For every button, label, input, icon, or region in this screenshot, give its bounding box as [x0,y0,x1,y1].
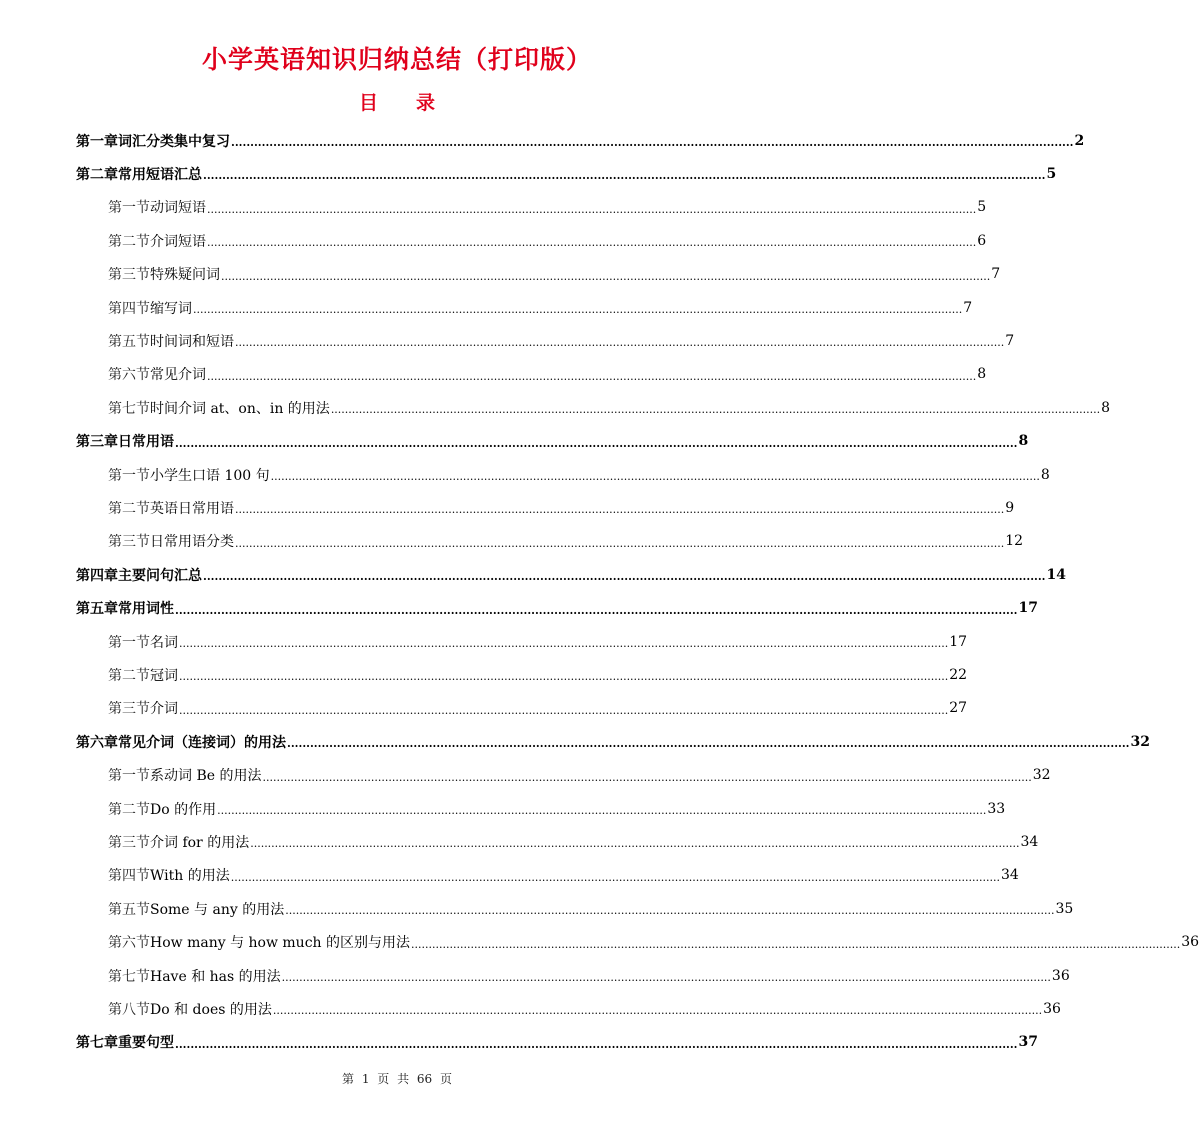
section-page-number: 8 [1040,466,1050,483]
section-page-number: 32 [1032,767,1051,784]
dot-leader: ............................................................................................................................................................................................................................ [175,436,1018,450]
section-label: 第六节 [108,367,150,384]
section-title: Some 与 any 的用法 [150,901,285,918]
dot-leader: ............................................................................................................................................................................................................................ [235,536,1005,550]
section-label: 第四节 [108,868,150,885]
section-label: 第一节 [108,200,150,217]
toc-section-row[interactable] [108,391,1110,424]
toc-section-row[interactable] [108,692,968,725]
section-label: 第六节 [108,935,150,952]
chapter-title: 重要句型 [118,1035,174,1052]
dot-leader: ............................................................................................................................................................................................................................ [179,703,949,717]
dot-leader: ............................................................................................................................................................................................................................ [250,837,1020,851]
section-label: 第八节 [108,1001,150,1018]
section-page-number: 36 [1051,967,1070,984]
section-title: 小学生口语 100 句 [150,467,270,484]
toc-section-row[interactable] [108,892,1074,925]
section-label: 第二节 [108,233,150,250]
chapter-label: 第三章 [76,434,118,451]
dot-leader: ............................................................................................................................................................................................................................ [175,603,1018,617]
dot-leader: ............................................................................................................................................................................................................................ [285,904,1055,918]
toc-section-row[interactable] [108,358,987,391]
section-title: 时间介词 at、on、in 的用法 [150,400,330,417]
section-title: 特殊疑问词 [150,267,220,284]
section-page-number: 35 [1055,900,1074,917]
section-label: 第七节 [108,968,150,985]
dot-leader: ............................................................................................................................................................................................................................ [411,937,1181,951]
dot-leader: ............................................................................................................................................................................................................................ [272,1004,1043,1018]
chapter-title: 词汇分类集中复习 [118,133,230,150]
section-title: With 的用法 [150,868,230,885]
chapter-title: 主要问句汇总 [118,567,202,584]
dot-leader: ............................................................................................................................................................................................................................ [235,503,1005,517]
section-label: 第三节 [108,267,150,284]
toc-chapter-row[interactable] [76,425,1029,458]
section-page-number: 12 [1005,533,1024,550]
toc-section-row[interactable] [108,258,1001,291]
toc-section-row[interactable] [108,859,1019,892]
page-footer: 第 1 页 共 66 页 [342,1072,452,1086]
dot-leader: ............................................................................................................................................................................................................................ [235,336,1005,350]
toc-section-row[interactable] [108,525,1024,558]
section-title: How many 与 how much 的区别与用法 [150,935,410,952]
section-title: Have 和 has 的用法 [150,968,281,985]
section-page-number: 5 [977,199,987,216]
section-label: 第二节 [108,801,150,818]
section-label: 第三节 [108,701,150,718]
section-label: 第三节 [108,534,150,551]
dot-leader: ............................................................................................................................................................................................................................ [179,670,949,684]
dot-leader: ............................................................................................................................................................................................................................ [231,136,1074,149]
toc-section-row[interactable] [108,759,1051,792]
section-title: Do 的作用 [150,801,217,818]
section-page-number: 27 [949,700,968,717]
section-title: 时间词和短语 [150,333,234,350]
dot-leader: ............................................................................................................................................................................................................................ [203,169,1046,183]
toc-section-row[interactable] [108,625,968,658]
chapter-label: 第七章 [76,1035,118,1052]
toc-section-row[interactable] [108,792,1006,825]
dot-leader: ............................................................................................................................................................................................................................ [203,570,1046,584]
section-page-number: 7 [1005,332,1015,349]
chapter-label: 第六章 [76,734,118,751]
toc-section-row[interactable] [108,658,968,691]
section-page-number: 8 [1101,399,1110,416]
toc-section-row[interactable] [108,926,1199,959]
section-title: 介词短语 [150,233,206,250]
toc-chapter-row[interactable] [76,725,1150,758]
dot-leader: ............................................................................................................................................................................................................................ [221,269,991,283]
section-title: 英语日常用语 [150,500,234,517]
section-page-number: 36 [1043,1000,1061,1017]
section-page-number: 7 [963,299,973,316]
dot-leader: ............................................................................................................................................................................................................................ [217,804,987,817]
chapter-page-number: 37 [1018,1034,1038,1051]
toc-heading: 目录 [358,92,473,114]
chapter-label: 第二章 [76,166,118,183]
dot-leader: ............................................................................................................................................................................................................................ [179,637,949,650]
chapter-page-number: 32 [1130,733,1150,750]
chapter-page-number: 8 [1018,433,1029,450]
toc-chapter-row[interactable] [76,157,1057,190]
section-label: 第二节 [108,667,150,684]
section-label: 第五节 [108,333,150,350]
section-title: 名词 [150,634,178,651]
dot-leader: ............................................................................................................................................................................................................................ [230,870,1000,884]
chapter-title: 日常用语 [118,434,174,451]
toc-section-row[interactable] [108,324,1015,357]
toc-section-row[interactable] [108,458,1050,491]
section-label: 第五节 [108,901,150,918]
section-title: 日常用语分类 [150,534,234,551]
toc-chapter-row[interactable] [76,1026,1038,1059]
section-title: 系动词 Be 的用法 [150,768,262,785]
section-page-number: 9 [1005,499,1015,516]
dot-leader: ............................................................................................................................................................................................................................ [281,971,1051,984]
section-page-number: 17 [949,633,968,650]
chapter-label: 第五章 [76,601,118,618]
section-page-number: 8 [977,366,987,383]
chapter-title: 常见介词（连接词）的用法 [118,734,286,751]
chapter-page-number: 17 [1018,600,1038,617]
section-label: 第一节 [108,634,150,651]
section-title: 动词短语 [150,200,206,217]
dot-leader: ............................................................................................................................................................................................................................ [207,236,977,250]
toc-section-row[interactable] [108,992,1061,1025]
dot-leader: ............................................................................................................................................................................................................................ [270,470,1040,483]
section-page-number: 34 [1000,867,1019,884]
section-label: 第一节 [108,768,150,785]
section-title: Do 和 does 的用法 [150,1001,272,1018]
toc-section-row[interactable] [108,291,973,324]
chapter-page-number: 2 [1074,132,1085,149]
section-title: 常见介词 [150,367,206,384]
chapter-title: 常用短语汇总 [118,166,202,183]
section-label: 第四节 [108,300,150,317]
chapter-page-number: 14 [1046,566,1066,583]
section-page-number: 6 [977,232,987,249]
section-title: 介词 for 的用法 [150,834,250,851]
section-label: 第二节 [108,500,150,517]
toc-chapter-row[interactable] [76,592,1038,625]
dot-leader: ............................................................................................................................................................................................................................ [207,369,977,383]
section-page-number: 33 [987,800,1006,817]
toc-chapter-row[interactable] [76,558,1066,591]
chapter-label: 第四章 [76,567,118,584]
chapter-title: 常用词性 [118,601,174,618]
chapter-page-number: 5 [1046,165,1057,182]
section-page-number: 22 [949,666,968,683]
dot-leader: ............................................................................................................................................................................................................................ [193,303,963,316]
section-title: 冠词 [150,667,178,684]
toc-chapter-row[interactable] [76,124,1085,157]
section-page-number: 36 [1181,934,1199,951]
section-title: 介词 [150,701,178,718]
document-title: 小学英语知识归纳总结（打印版） [201,45,592,74]
section-title: 缩写词 [150,300,192,317]
toc-section-row[interactable] [108,959,1070,992]
dot-leader: ............................................................................................................................................................................................................................ [207,202,977,216]
dot-leader: ............................................................................................................................................................................................................................ [262,770,1032,784]
section-label: 第三节 [108,834,150,851]
dot-leader: ............................................................................................................................................................................................................................ [287,737,1130,751]
section-page-number: 34 [1020,833,1039,850]
toc-section-row[interactable] [108,224,987,257]
section-label: 第七节 [108,400,150,417]
toc-section-row[interactable] [108,825,1039,858]
dot-leader: ............................................................................................................................................................................................................................ [175,1037,1018,1051]
toc-section-row[interactable] [108,491,1015,524]
chapter-label: 第一章 [76,133,118,150]
dot-leader: ............................................................................................................................................................................................................................ [330,403,1101,417]
toc-section-row[interactable] [108,191,987,224]
section-page-number: 7 [991,266,1001,283]
section-label: 第一节 [108,467,150,484]
